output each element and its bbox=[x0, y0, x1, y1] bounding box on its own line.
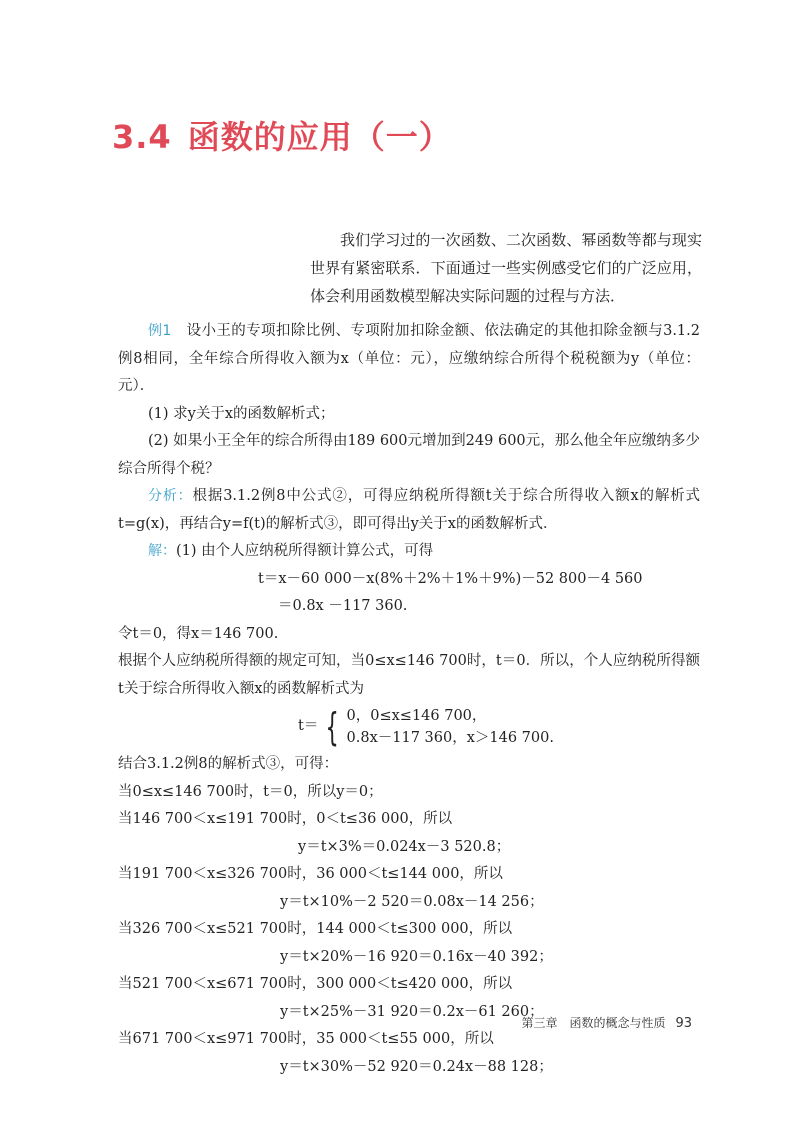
equation-2: ＝0.8x －117 360. bbox=[278, 598, 408, 614]
range-eq-5: y＝t×25%－31 920＝0.2x－61 260； bbox=[280, 1003, 544, 1020]
range-line-6: 当671 700＜x≤971 700时，35 000＜t≤55 000，所以 bbox=[118, 1031, 494, 1047]
analysis-text: 根据3.1.2例8中公式②，可得应纳税所得额t关于综合所得收入额x的解析式t=g(x)，再结合y=f(t)的解析式③，即可得出y关于x的函数解析式． bbox=[118, 488, 701, 532]
main-content bbox=[118, 318, 700, 1081]
solution-intro bbox=[118, 538, 700, 566]
chapter-title: 第三章 函数的概念与性质 bbox=[521, 1016, 666, 1030]
combine-line: 结合3.1.2例8的解析式③，可得： bbox=[118, 756, 339, 772]
analysis-label: 分析： bbox=[148, 488, 193, 504]
example-stem-text: 设小王的专项扣除比例、专项附加扣除金额、依法确定的其他扣除金额与3.1.2例8相同，全年综合所得收入额为x（单位：元），应缴纳综合所得个税税额为y（单位：元）． bbox=[118, 323, 700, 394]
solution-label: 解： bbox=[148, 543, 176, 559]
intro-text: 我们学习过的一次函数、二次函数、幂函数等都与现实世界有紧密联系．下面通过一些实例感受它们的广泛应用，体会利用函数模型解决实际问题的过程与方法． bbox=[310, 231, 702, 305]
case-1: 0，0≤x≤146 700， bbox=[346, 708, 487, 724]
range-line-2: 当146 700＜x≤191 700时，0＜t≤36 000，所以 bbox=[118, 811, 453, 827]
range-line-5: 当521 700＜x≤671 700时，300 000＜t≤420 000，所以 bbox=[118, 976, 513, 992]
range-line-3: 当191 700＜x≤326 700时，36 000＜t≤144 000，所以 bbox=[118, 866, 503, 882]
example-label: 例1 bbox=[148, 323, 172, 339]
rule-paragraph: 根据个人应纳税所得额的规定可知，当0≤x≤146 700时，t＝0．所以，个人应纳税所得额t关于综合所得收入额x的函数解析式为 bbox=[118, 653, 700, 697]
section-title bbox=[112, 112, 452, 158]
example-stem bbox=[118, 318, 700, 401]
page-footer bbox=[521, 1014, 692, 1031]
analysis bbox=[118, 483, 700, 538]
solution-line1: (1) 由个人应纳税所得额计算公式，可得 bbox=[176, 543, 434, 559]
range-eq-6: y＝t×30%－52 920＝0.24x－88 128； bbox=[280, 1058, 553, 1075]
range-eq-3: y＝t×10%－2 520＝0.08x－14 256； bbox=[280, 893, 544, 910]
section-number: 3.4 bbox=[112, 118, 172, 156]
equation-1: t＝x－60 000－x(8%＋2%＋1%＋9%)－52 800－4 560 bbox=[258, 570, 643, 587]
section-heading: 函数的应用（一） bbox=[187, 118, 452, 156]
case-2: 0.8x－117 360，x＞146 700. bbox=[346, 730, 554, 746]
let-line: 令t＝0，得x＝146 700. bbox=[118, 625, 279, 642]
range-eq-4: y＝t×20%－16 920＝0.16x－40 392； bbox=[280, 948, 553, 965]
brace-icon: { bbox=[325, 705, 340, 749]
range-line-1: 当0≤x≤146 700时，t＝0，所以y＝0； bbox=[118, 783, 383, 800]
intro-paragraph bbox=[310, 226, 702, 310]
range-eq-2: y＝t×3%＝0.024x－3 520.8； bbox=[298, 838, 511, 855]
piecewise-lhs: t＝ bbox=[298, 718, 319, 735]
question-1: (1) 求y关于x的函数解析式； bbox=[148, 405, 335, 422]
page-number: 93 bbox=[675, 1016, 692, 1031]
piecewise-function bbox=[118, 705, 700, 749]
piecewise-cases bbox=[347, 705, 554, 749]
range-line-4: 当326 700＜x≤521 700时，144 000＜t≤300 000，所以 bbox=[118, 921, 513, 937]
question-2: (2) 如果小王全年的综合所得由189 600元增加到249 600元，那么他全年应缴纳多少综合所得个税？ bbox=[118, 433, 700, 477]
